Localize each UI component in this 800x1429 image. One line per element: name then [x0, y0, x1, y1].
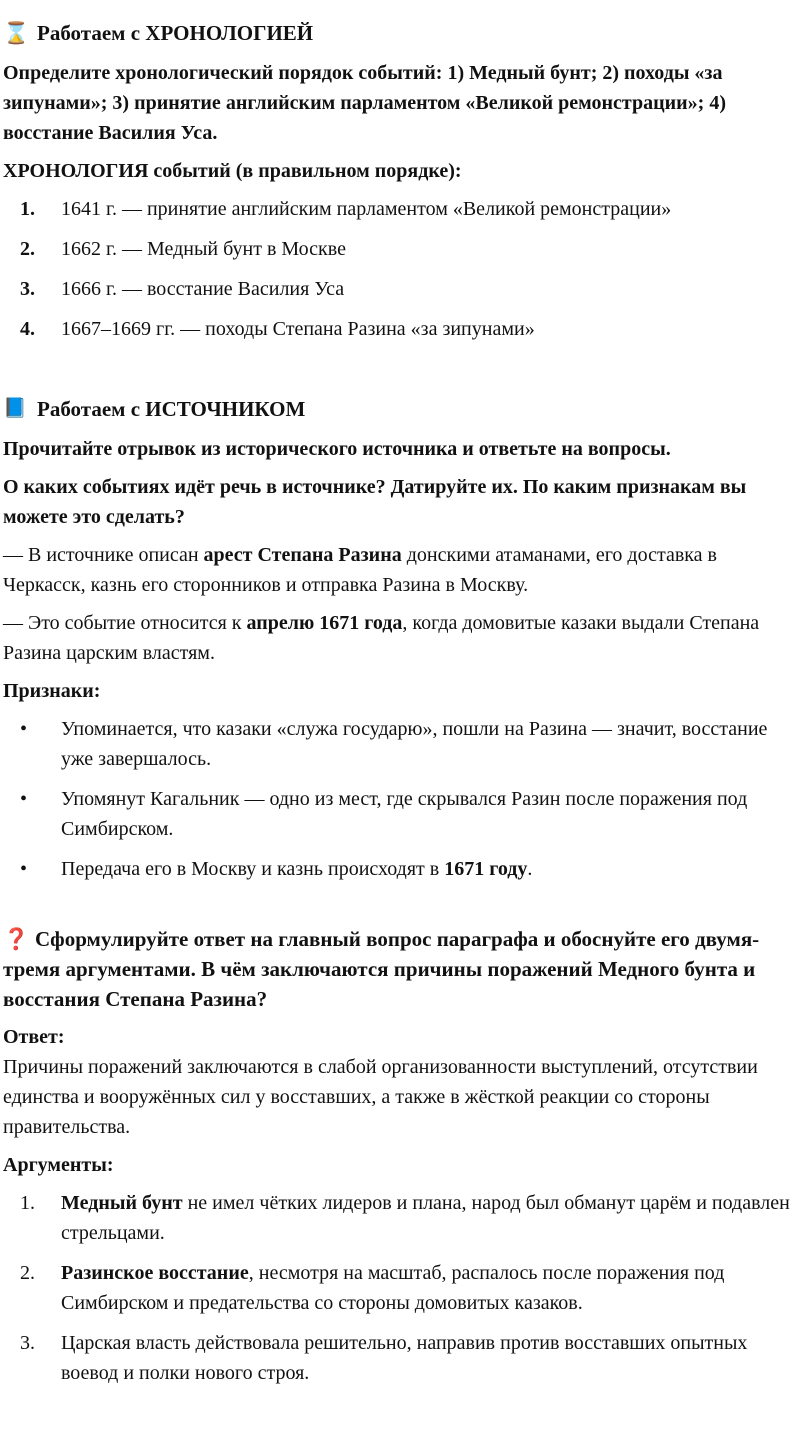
heading-text: Работаем с ХРОНОЛОГИЕЙ: [37, 21, 314, 45]
bullet: •: [20, 788, 28, 810]
item-text: не имел чётких лидеров и плана, народ был обманут царём и подавлен стрельцами.: [61, 1192, 790, 1244]
list-item: [3, 234, 798, 264]
hourglass-icon: ⌛: [3, 21, 30, 45]
list-item: [3, 1328, 798, 1388]
bold-text: апрелю 1671 года: [246, 612, 403, 634]
answer-paragraph: [3, 608, 798, 668]
bold-text: 1671 году: [444, 858, 528, 880]
text: — Это событие относится к: [3, 612, 247, 634]
item-number: 1.: [20, 198, 35, 220]
bold-text: арест Степана Разина: [203, 544, 402, 566]
item-number: 2.: [20, 1262, 35, 1284]
item-text: 1662 г. — Медный бунт в Москве: [61, 238, 346, 260]
question-text: О каких событиях идёт речь в источнике? Датируйте их. По каким признакам вы можете это сделать?: [3, 476, 747, 528]
item-text: 1667–1669 гг. — походы Степана Разина «за зипунами»: [61, 318, 535, 340]
item-number: 2.: [20, 238, 35, 260]
item-text: , несмотря на масштаб, распалось после поражения под Симбирском и предательства со стороны домовитых казаков.: [61, 1262, 725, 1314]
list-item: [3, 274, 798, 304]
list-item: [3, 854, 798, 884]
list-item: [3, 194, 798, 224]
text: донскими атаманами, его доставка в Черкасск, казнь его сторонников и отправка Разина в Москву.: [3, 544, 717, 596]
task-text: Определите хронологический порядок событий: 1) Медный бунт; 2) походы «за зипунами»; 3) принятие английским парламентом «Великой ремонстрации»; 4) восстание Василия Уса.: [3, 62, 726, 144]
item-number: 4.: [20, 318, 35, 340]
list-item: [3, 1258, 798, 1318]
bullet: •: [20, 718, 28, 740]
item-number: 3.: [20, 1332, 35, 1354]
question-text: Сформулируйте ответ на главный вопрос параграфа и обоснуйте его двумя-тремя аргументами. В чём заключаются причины поражений Медного бунта и восстания Степана Разина?: [3, 927, 760, 1011]
heading-text: Работаем с ИСТОЧНИКОМ: [37, 397, 306, 421]
item-text: 1641 г. — принятие английским парламентом «Великой ремонстрации»: [61, 198, 672, 220]
task-text: Прочитайте отрывок из исторического источника и ответьте на вопросы.: [3, 438, 671, 460]
bold-text: Разинское восстание: [61, 1262, 249, 1284]
main-question: [3, 924, 798, 1014]
section-heading-source: [3, 394, 798, 424]
item-text: Царская власть действовала решительно, направив против восставших опытных воевод и полки нового строя.: [61, 1332, 748, 1384]
arguments-list: [3, 1188, 798, 1388]
section-heading-chronology: [3, 18, 798, 48]
answer-text: Причины поражений заключаются в слабой организованности выступлений, отсутствии единства и вооружённых сил у восставших, а также в жёсткой реакции со стороны правительства.: [3, 1056, 758, 1138]
bold-text: Медный бунт: [61, 1192, 183, 1214]
list-item: [3, 714, 798, 774]
bullet: •: [20, 858, 28, 880]
item-text: Упомянут Кагальник — одно из мест, где скрывался Разин после поражения под Симбирском.: [61, 788, 748, 840]
text: .: [527, 858, 533, 880]
subtitle: ХРОНОЛОГИЯ событий (в правильном порядке):: [3, 160, 462, 182]
question-mark-icon: ❓: [3, 927, 30, 951]
args-label: Аргументы:: [3, 1154, 114, 1176]
answer-label: Ответ:: [3, 1026, 65, 1048]
list-item: [3, 784, 798, 844]
book-icon: 📘: [3, 398, 27, 419]
list-item: [3, 314, 798, 344]
item-number: 3.: [20, 278, 35, 300]
text: , когда домовитые казаки выдали Степана Разина царским властям.: [3, 612, 760, 664]
item-number: 1.: [20, 1192, 35, 1214]
text: Передача его в Москву и казнь происходят в: [61, 858, 445, 880]
item-text: 1666 г. — восстание Василия Уса: [61, 278, 345, 300]
chronology-list: [3, 194, 798, 344]
signs-list: [3, 714, 798, 884]
answer-paragraph: [3, 540, 798, 600]
list-item: [3, 1188, 798, 1248]
signs-label: Признаки:: [3, 680, 101, 702]
item-text: Упоминается, что казаки «служа государю», пошли на Разина — значит, восстание уже завершалось.: [61, 718, 768, 770]
text: — В источнике описан: [3, 544, 204, 566]
